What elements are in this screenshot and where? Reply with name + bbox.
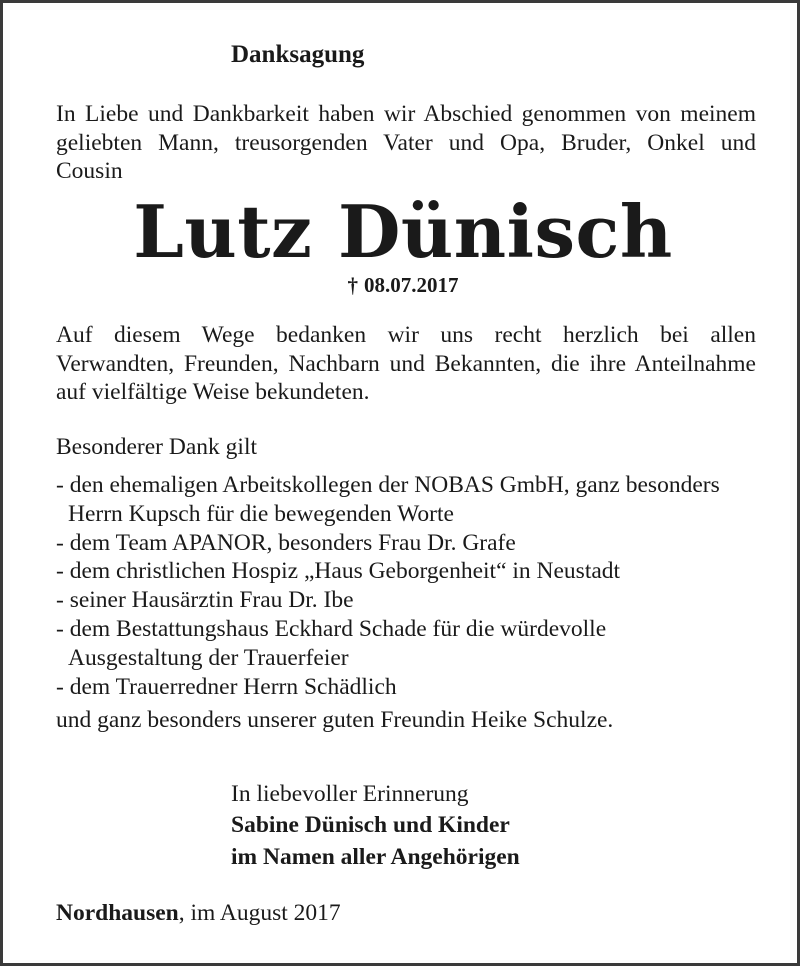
thanks-line: Verwandten, Freunden, Nachbarn und Bekannten, die ihre Anteilnahme — [56, 350, 756, 377]
list-item: - den ehemaligen Arbeitskollegen der NOBAS GmbH, ganz besonders — [56, 472, 720, 498]
signature-intro: In liebevoller Erinnerung — [231, 781, 469, 807]
intro-line: In Liebe und Dankbarkeit haben wir Abschied genommen von meinem — [56, 101, 756, 127]
notice-heading: Danksagung — [231, 41, 365, 68]
signature-family: im Namen aller Angehörigen — [231, 844, 520, 870]
list-item: - dem Team APANOR, besonders Frau Dr. Grafe — [56, 529, 516, 556]
death-date: 08.07.2017 — [364, 273, 459, 297]
death-date-line — [3, 273, 800, 298]
list-item: - dem Trauerredner Herrn Schädlich — [56, 673, 397, 700]
special-thanks-list — [56, 471, 766, 701]
closing-sentence: und ganz besonders unserer guten Freundin Heike Schulze. — [56, 707, 614, 733]
cross-symbol: † — [347, 273, 358, 297]
list-item: - seiner Hausärztin Frau Dr. Ibe — [56, 587, 354, 614]
deceased-name: Lutz Dünisch — [133, 189, 673, 274]
intro-line: Cousin — [56, 158, 123, 184]
list-item: - dem Bestattungshaus Eckhard Schade für die würdevolle — [56, 615, 607, 642]
place-date: , im August 2017 — [178, 900, 341, 926]
list-item: - dem christlichen Hospiz „Haus Geborgenheit“ in Neustadt — [56, 558, 621, 585]
signature-names: Sabine Dünisch und Kinder — [231, 812, 510, 838]
place-city: Nordhausen — [56, 900, 179, 926]
intro-paragraph — [56, 100, 756, 186]
thanks-line: auf vielfältige Weise bekundeten. — [56, 379, 370, 405]
place-date-line — [56, 900, 341, 927]
list-item-continuation: Ausgestaltung der Trauerfeier — [68, 644, 349, 671]
intro-line: geliebten Mann, treusorgenden Vater und Opa, Bruder, Onkel und — [56, 129, 756, 156]
special-thanks-intro: Besonderer Dank gilt — [56, 434, 258, 460]
thanks-line: Auf diesem Wege bedanken wir uns recht herzlich bei allen — [56, 322, 756, 348]
thanks-paragraph — [56, 321, 756, 407]
list-item-continuation: Herrn Kupsch für die bewegenden Worte — [68, 500, 454, 527]
